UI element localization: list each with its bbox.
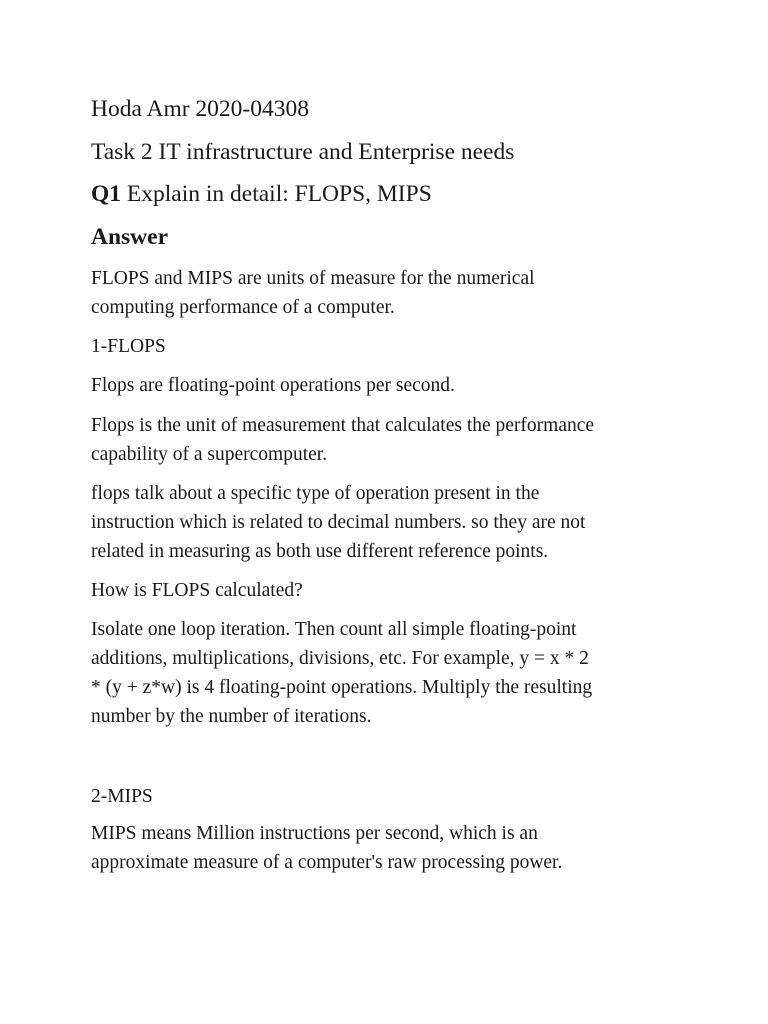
question-text: Explain in detail: FLOPS, MIPS xyxy=(121,181,432,207)
answer-heading: Answer xyxy=(91,224,169,250)
intro-paragraph xyxy=(91,264,535,322)
text-line: Flops is the unit of measurement that calculates the performance xyxy=(91,415,595,436)
text-line: instruction which is related to decimal numbers. so they are not xyxy=(91,512,586,533)
author-line: Hoda Amr 2020-04308 xyxy=(91,96,310,122)
question-label: Q1 xyxy=(91,181,122,207)
text-line: capability of a supercomputer. xyxy=(91,444,328,465)
flops-definition: Flops are floating-point operations per second. xyxy=(91,375,455,396)
question-line xyxy=(91,180,432,208)
text-line: MIPS means Million instructions per second, which is an xyxy=(91,823,538,844)
text-line: FLOPS and MIPS are units of measure for the numerical xyxy=(91,268,535,289)
task-title: Task 2 IT infrastructure and Enterprise needs xyxy=(91,139,515,165)
flops-calc-paragraph xyxy=(91,615,592,731)
text-line: approximate measure of a computer's raw processing power. xyxy=(91,852,563,873)
text-line: number by the number of iterations. xyxy=(91,706,372,727)
text-line: related in measuring as both use different reference points. xyxy=(91,541,549,562)
text-line: Isolate one loop iteration. Then count all simple floating-point xyxy=(91,619,577,640)
mips-paragraph xyxy=(91,819,562,877)
flops-type-paragraph xyxy=(91,479,585,566)
mips-heading: 2-MIPS xyxy=(91,786,153,807)
text-line: * (y + z*w) is 4 floating-point operations. Multiply the resulting xyxy=(91,677,593,698)
flops-unit-paragraph xyxy=(91,411,594,469)
text-line: flops talk about a specific type of operation present in the xyxy=(91,483,540,504)
text-line: computing performance of a computer. xyxy=(91,297,395,318)
text-line: additions, multiplications, divisions, etc. For example, y = x * 2 xyxy=(91,648,589,669)
flops-heading: 1-FLOPS xyxy=(91,336,166,357)
flops-calc-question: How is FLOPS calculated? xyxy=(91,580,303,601)
